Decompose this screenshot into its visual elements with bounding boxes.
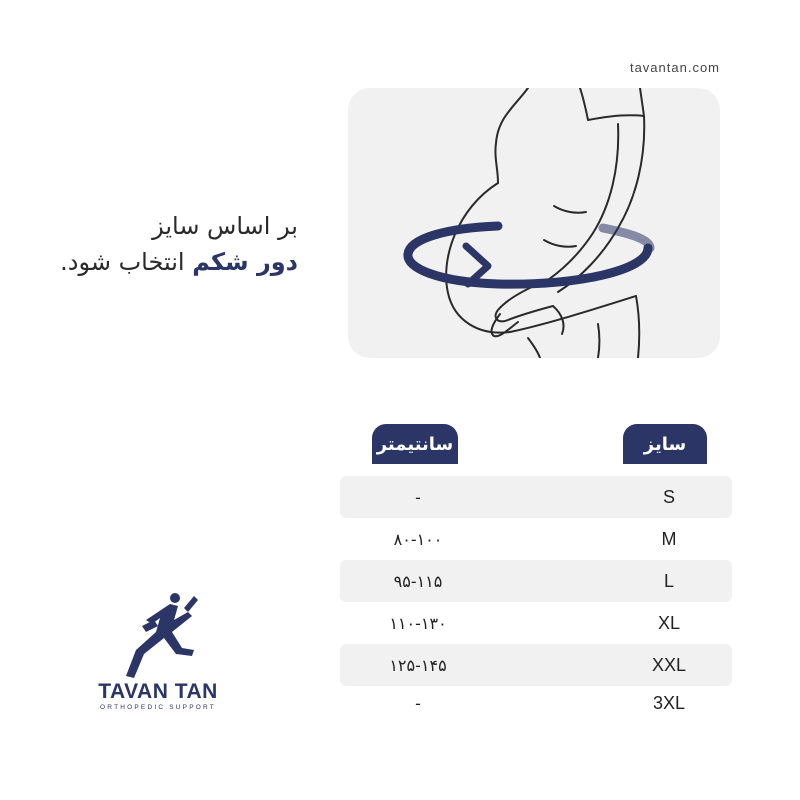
size-cell: L [663,570,674,591]
size-cell: XL [657,612,681,633]
size-cell: 3XL [652,692,686,713]
cm-cell: - [415,693,421,713]
instruction-rest: انتخاب شود. [60,248,193,276]
instruction-line-2 [60,248,298,276]
centimeter-column-header: سانتیمتر [372,424,458,464]
size-table [340,476,732,720]
table-row [340,686,732,720]
cm-cell: ۸۰-۱۰۰ [393,529,443,549]
size-cell: S [662,486,675,507]
pregnant-belly-illustration [348,88,720,358]
table-row [340,560,732,602]
size-cell: XXL [651,654,687,675]
table-row [340,644,732,686]
brand-name: TAVAN TAN [98,680,218,703]
table-row [340,602,732,644]
cm-cell: ۹۵-۱۱۵ [393,571,443,591]
brand-tagline: ORTHOPEDIC SUPPORT [100,704,216,711]
cm-cell: ۱۲۵-۱۴۵ [389,655,447,675]
runner-logo-icon [98,590,218,680]
instruction-highlight: دور شکم [192,248,298,276]
cm-cell: - [415,487,421,507]
site-url: tavantan.com [629,60,720,75]
instruction-line-1: بر اساس سایز [152,212,298,240]
cm-cell: ۱۱۰-۱۳۰ [389,613,447,633]
size-cell: M [661,528,677,549]
size-instruction [0,208,298,280]
belly-measurement-icon [348,88,720,358]
table-row [340,476,732,518]
size-column-header: سایز [623,424,707,464]
table-row [340,518,732,560]
